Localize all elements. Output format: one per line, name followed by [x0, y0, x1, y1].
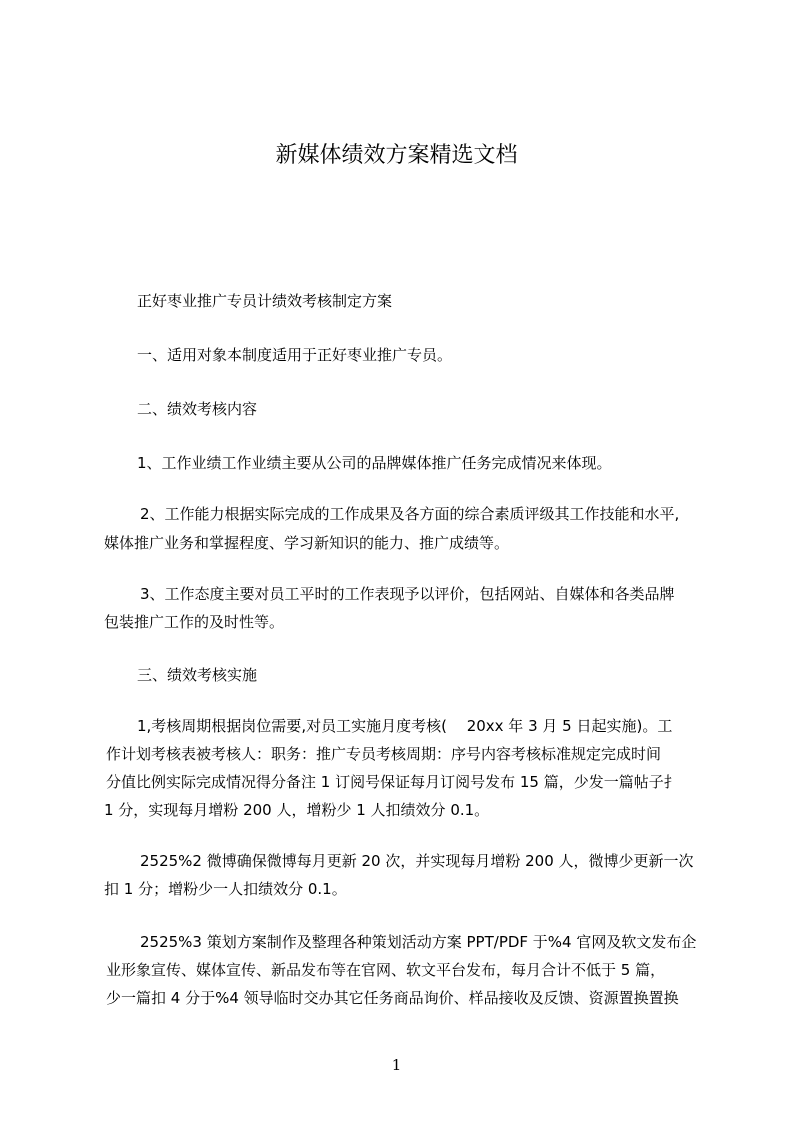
paragraph-line: 1、工作业绩工作业绩主要从公司的品牌媒体推广任务完成情况来体现。 — [137, 454, 612, 472]
paragraph-line: 1 分，实现每月增粉 200 人，增粉少 1 人扣绩效分 0.1。 — [104, 801, 490, 819]
paragraph-line: 少一篇扣 4 分于%4 领导临时交办其它任务商品询价、样品接收及反馈、资源置换置换 — [106, 989, 679, 1007]
paragraph-line: 媒体推广业务和掌握程度、学习新知识的能力、推广成绩等。 — [104, 534, 510, 552]
section-heading: 三、绩效考核实施 — [137, 666, 258, 684]
document-title: 新媒体绩效方案精选文档 — [275, 143, 518, 168]
section-heading: 正好枣业推广专员计绩效考核制定方案 — [137, 292, 393, 310]
paragraph-line: 扣 1 分；增粉少一人扣绩效分 0.1。 — [104, 880, 347, 898]
paragraph-line: 2525%2 微博确保微博每月更新 20 次，并实现每月增粉 200 人，微博少更新一次 — [140, 852, 694, 870]
paragraph-line: 作计划考核表被考核人：职务：推广专员考核周期：序号内容考核标准规定完成时间 — [106, 745, 662, 763]
paragraph-line: 3、工作态度主要对员工平时的工作表现予以评价，包括网站、自媒体和各类品牌 — [140, 585, 675, 603]
paragraph-line: 业形象宣传、媒体宣传、新品发布等在官网、软文平台发布，每月合计不低于 5 篇， — [106, 961, 666, 979]
paragraph-line: 包装推广工作的及时性等。 — [104, 613, 285, 631]
section-heading: 二、绩效考核内容 — [137, 400, 258, 418]
paragraph-line: 2525%3 策划方案制作及整理各种策划活动方案 PPT/PDF 于%4 官网及软文发布企 — [140, 933, 697, 951]
paragraph-line: 分值比例实际完成情况得分备注 1 订阅号保证每月订阅号发布 15 篇，少发一篇帖子扌 — [106, 773, 679, 791]
page-number: 1 — [391, 1056, 402, 1074]
paragraph-line: 1,考核周期根据岗位需要,对员工实施月度考核( 20xx 年 3 月 5 日起实施)。工 — [137, 717, 673, 735]
paragraph-line: 2、工作能力根据实际完成的工作成果及各方面的综合素质评级其工作技能和水平, — [140, 505, 680, 523]
paragraph-line: 一、适用对象本制度适用于正好枣业推广专员。 — [137, 346, 453, 364]
